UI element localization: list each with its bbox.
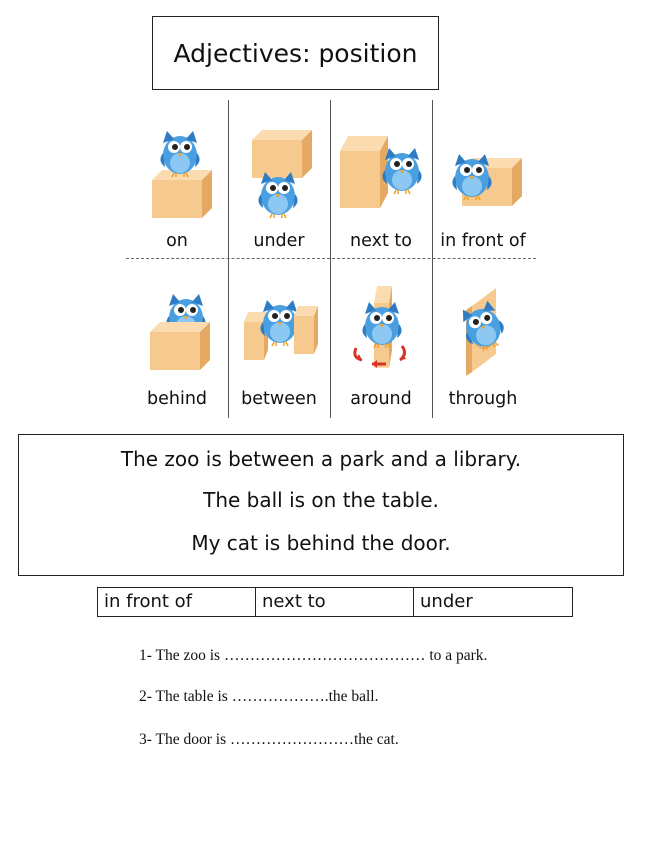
owl-around-post-icon	[336, 276, 426, 376]
example-sentence: My cat is behind the door.	[191, 531, 451, 555]
preposition-card-under	[228, 100, 330, 258]
owl-under-box-icon	[234, 118, 324, 218]
preposition-label: between	[241, 389, 317, 409]
page-title: Adjectives: position	[152, 16, 439, 90]
grid-divider	[126, 258, 536, 259]
preposition-label: next to	[350, 231, 412, 251]
preposition-card-in-front-of	[432, 100, 534, 258]
example-sentence: The ball is on the table.	[203, 488, 439, 512]
preposition-label: in front of	[440, 231, 526, 251]
preposition-card-next-to	[330, 100, 432, 258]
preposition-grid	[126, 100, 536, 418]
preposition-label: under	[253, 231, 305, 251]
preposition-card-around	[330, 258, 432, 416]
word-bank-cell: under	[420, 591, 473, 612]
preposition-card-between	[228, 258, 330, 416]
preposition-label: through	[448, 389, 518, 409]
owl-through-hole-icon	[438, 276, 528, 376]
example-sentence: The zoo is between a park and a library.	[120, 447, 522, 471]
word-bank-cell: in front of	[98, 588, 256, 616]
owl-next-to-box-icon	[336, 118, 426, 218]
exercise-sentence-2: 2- The table is ……………….the ball.	[139, 688, 379, 705]
grid-divider	[330, 100, 331, 418]
grid-divider	[432, 100, 433, 418]
preposition-label: around	[350, 389, 412, 409]
preposition-card-through	[432, 258, 534, 416]
preposition-card-on	[126, 100, 228, 258]
owl-on-box-icon	[132, 118, 222, 218]
word-bank-cell: next to	[256, 588, 414, 616]
preposition-label: behind	[146, 389, 208, 409]
owl-in-front-of-box-icon	[438, 118, 528, 218]
owl-behind-box-icon	[132, 276, 222, 376]
example-sentences-box	[18, 434, 624, 576]
preposition-card-behind	[126, 258, 228, 416]
owl-between-boxes-icon	[234, 276, 324, 376]
preposition-label: on	[166, 231, 188, 251]
word-bank-table	[97, 587, 573, 617]
exercise-sentence-1: 1- The zoo is ………………………………… to a park.	[139, 647, 488, 664]
grid-divider	[228, 100, 229, 418]
exercise-sentence-3: 3- The door is ……………………the cat.	[139, 731, 399, 748]
